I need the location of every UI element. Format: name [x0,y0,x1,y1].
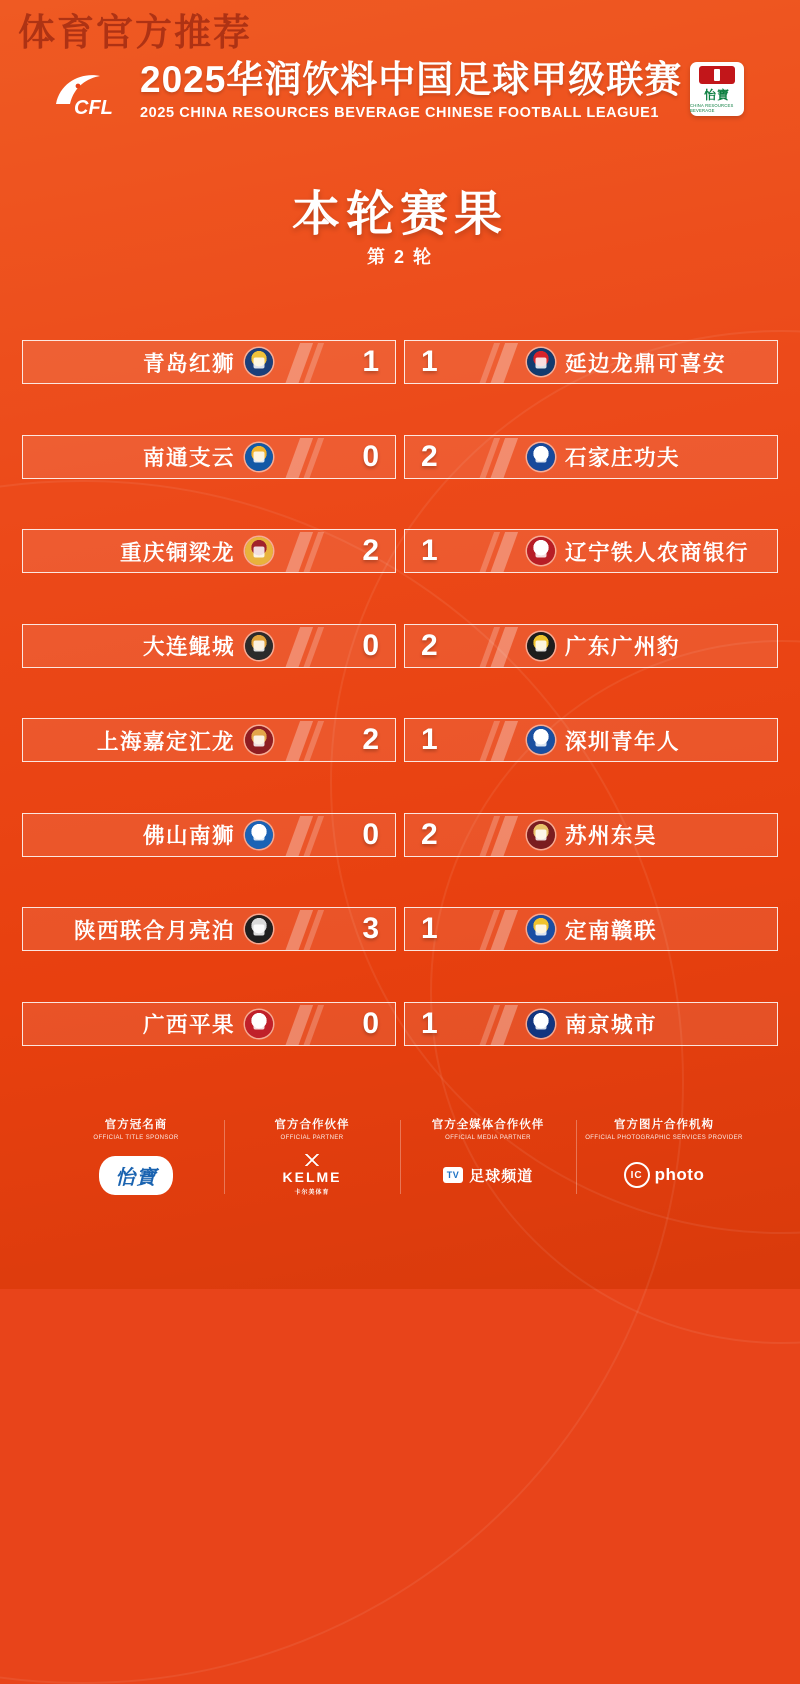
cfl-logo-icon [48,64,140,122]
partner-logo-yibao [48,1155,224,1195]
league-title-cn: 2025华润饮料中国足球甲级联赛 [140,59,683,100]
match-row [22,435,778,479]
home-score-value: 1 [362,345,379,378]
home-score [287,912,395,946]
home-score [287,345,395,379]
away-score-value: 2 [421,628,438,662]
home-side [22,435,396,479]
home-score-value: 0 [362,817,379,851]
row-gap [396,813,404,857]
home-score [287,440,395,474]
home-score [287,534,395,568]
match-row [22,813,778,857]
footer-partner-icphoto [576,1116,752,1195]
home-team-name: 广西平果 [142,1013,235,1037]
away-side [404,813,778,857]
away-side [404,435,778,479]
away-side [404,907,778,951]
home-team-name: 佛山南狮 [142,824,235,848]
home-side [22,624,396,668]
away-team-crest-icon [527,1010,555,1038]
home-team-crest-icon [245,348,273,376]
footer-partner-media [400,1116,576,1195]
home-score [287,723,395,757]
match-row [22,340,778,384]
home-side [22,1002,396,1046]
home-score-value: 0 [362,439,379,473]
partner-label-cn: 官方合作伙伴 [274,1119,350,1131]
tv-badge-icon: TV [443,1167,464,1183]
away-team-name: 辽宁铁人农商银行 [565,540,750,565]
home-team-crest-icon [245,726,273,754]
partner-logo-text: 怡寶 [99,1156,173,1195]
header [0,56,800,136]
partner-logo-text: photo [654,1165,705,1184]
away-team-crest-icon [527,821,555,849]
row-gap [396,718,404,762]
partner-logo-subtext: 卡尔美体育 [294,1190,330,1196]
home-team-crest-icon [245,821,273,849]
away-team-name: 延边龙鼎可喜安 [565,351,727,376]
sponsor-logo-text: 怡寶 [703,87,730,102]
away-team-name: 深圳青年人 [565,729,681,754]
away-side [404,529,778,573]
away-score [405,818,513,852]
home-team-crest-icon [245,537,273,565]
away-team-crest-icon [527,915,555,943]
away-score-value: 1 [421,534,438,567]
away-side [404,718,778,762]
home-score [287,629,395,663]
home-side [22,529,396,573]
partner-label-en: OFFICIAL PARTNER [280,1135,344,1141]
home-side [22,718,396,762]
home-team-name: 南通支云 [142,446,235,470]
match-row [22,907,778,951]
away-team-crest-icon [527,348,555,376]
away-score [405,629,513,663]
sponsor-mark-icon [699,66,735,84]
away-score [405,345,513,379]
home-team-crest-icon [245,1010,273,1038]
sponsor-logo-subtext: CHINA RESOURCES BEVERAGE [690,102,734,113]
partner-logo-icphoto [576,1155,752,1195]
home-score-value: 3 [362,912,379,945]
page-title: 本轮赛果 [291,188,508,241]
partner-label-cn: 官方冠名商 [104,1119,168,1131]
away-team-name: 广东广州豹 [565,635,681,659]
home-score-value: 2 [362,723,379,756]
away-score [405,440,513,474]
away-score-value: 1 [421,723,438,756]
round-label: 第 2 轮 [366,247,433,267]
home-side [22,340,396,384]
ic-mark-icon: IC [624,1162,650,1188]
partner-logo-media [400,1155,576,1195]
home-score-value: 0 [362,1006,379,1040]
home-team-crest-icon [245,632,273,660]
partner-label-cn: 官方全媒体合作伙伴 [431,1119,545,1131]
away-score-value: 1 [421,912,438,945]
home-team-name: 青岛红狮 [142,351,235,376]
away-team-crest-icon [527,443,555,471]
away-score [405,912,513,946]
row-gap [396,1002,404,1046]
footer-partner-kelme [224,1116,400,1195]
partner-logo-kelme [224,1155,400,1195]
match-row [22,718,778,762]
home-team-crest-icon [245,443,273,471]
partner-label-en: OFFICIAL PHOTOGRAPHIC SERVICES PROVIDER [585,1135,743,1141]
title-block [140,58,682,124]
home-score [287,818,395,852]
away-team-crest-icon [527,726,555,754]
home-score-value: 2 [362,534,379,567]
row-gap [396,435,404,479]
row-gap [396,529,404,573]
away-side [404,1002,778,1046]
match-row [22,624,778,668]
league-title-en: 2025 CHINA RESOURCES BEVERAGE CHINESE FOOTBALL LEAGUE1 [140,105,660,121]
away-team-name: 定南赣联 [565,918,658,943]
away-team-name: 石家庄功夫 [565,446,681,470]
home-side [22,813,396,857]
away-score [405,534,513,568]
row-gap [396,907,404,951]
away-team-crest-icon [527,632,555,660]
home-team-crest-icon [245,915,273,943]
footer-partner-yibao [48,1116,224,1195]
partner-label-en: OFFICIAL TITLE SPONSOR [93,1135,179,1141]
away-team-name: 苏州东吴 [565,824,658,848]
kelme-mark-icon [301,1154,323,1166]
away-score [405,723,513,757]
row-gap [396,624,404,668]
away-team-crest-icon [527,537,555,565]
home-side [22,907,396,951]
away-score-value: 2 [421,439,438,473]
away-side [404,624,778,668]
partner-label-cn: 官方图片合作机构 [614,1119,714,1131]
row-gap [396,340,404,384]
home-team-name: 大连鲲城 [142,635,235,659]
sponsor-logo-yibao [690,62,744,116]
away-score-value: 1 [421,1006,438,1040]
svg-text:CFL: CFL [74,97,113,119]
home-score [287,1007,395,1041]
away-score [405,1007,513,1041]
partner-label-en: OFFICIAL MEDIA PARTNER [445,1135,531,1141]
footer [0,1116,800,1231]
footer-partners [0,1116,800,1195]
match-row [22,529,778,573]
home-team-name: 重庆铜梁龙 [119,540,235,565]
home-team-name: 陕西联合月亮泊 [73,918,235,943]
away-score-value: 1 [421,345,438,378]
partner-logo-text: KELME [282,1169,342,1185]
match-list [22,340,778,1096]
away-team-name: 南京城市 [565,1013,658,1037]
match-row [22,1002,778,1046]
watermark-text: 体育官方推荐 [18,12,252,53]
partner-logo-text: 足球频道 [469,1167,534,1185]
home-team-name: 上海嘉定汇龙 [96,729,235,754]
away-score-value: 2 [421,817,438,851]
away-side [404,340,778,384]
home-score-value: 0 [362,628,379,662]
